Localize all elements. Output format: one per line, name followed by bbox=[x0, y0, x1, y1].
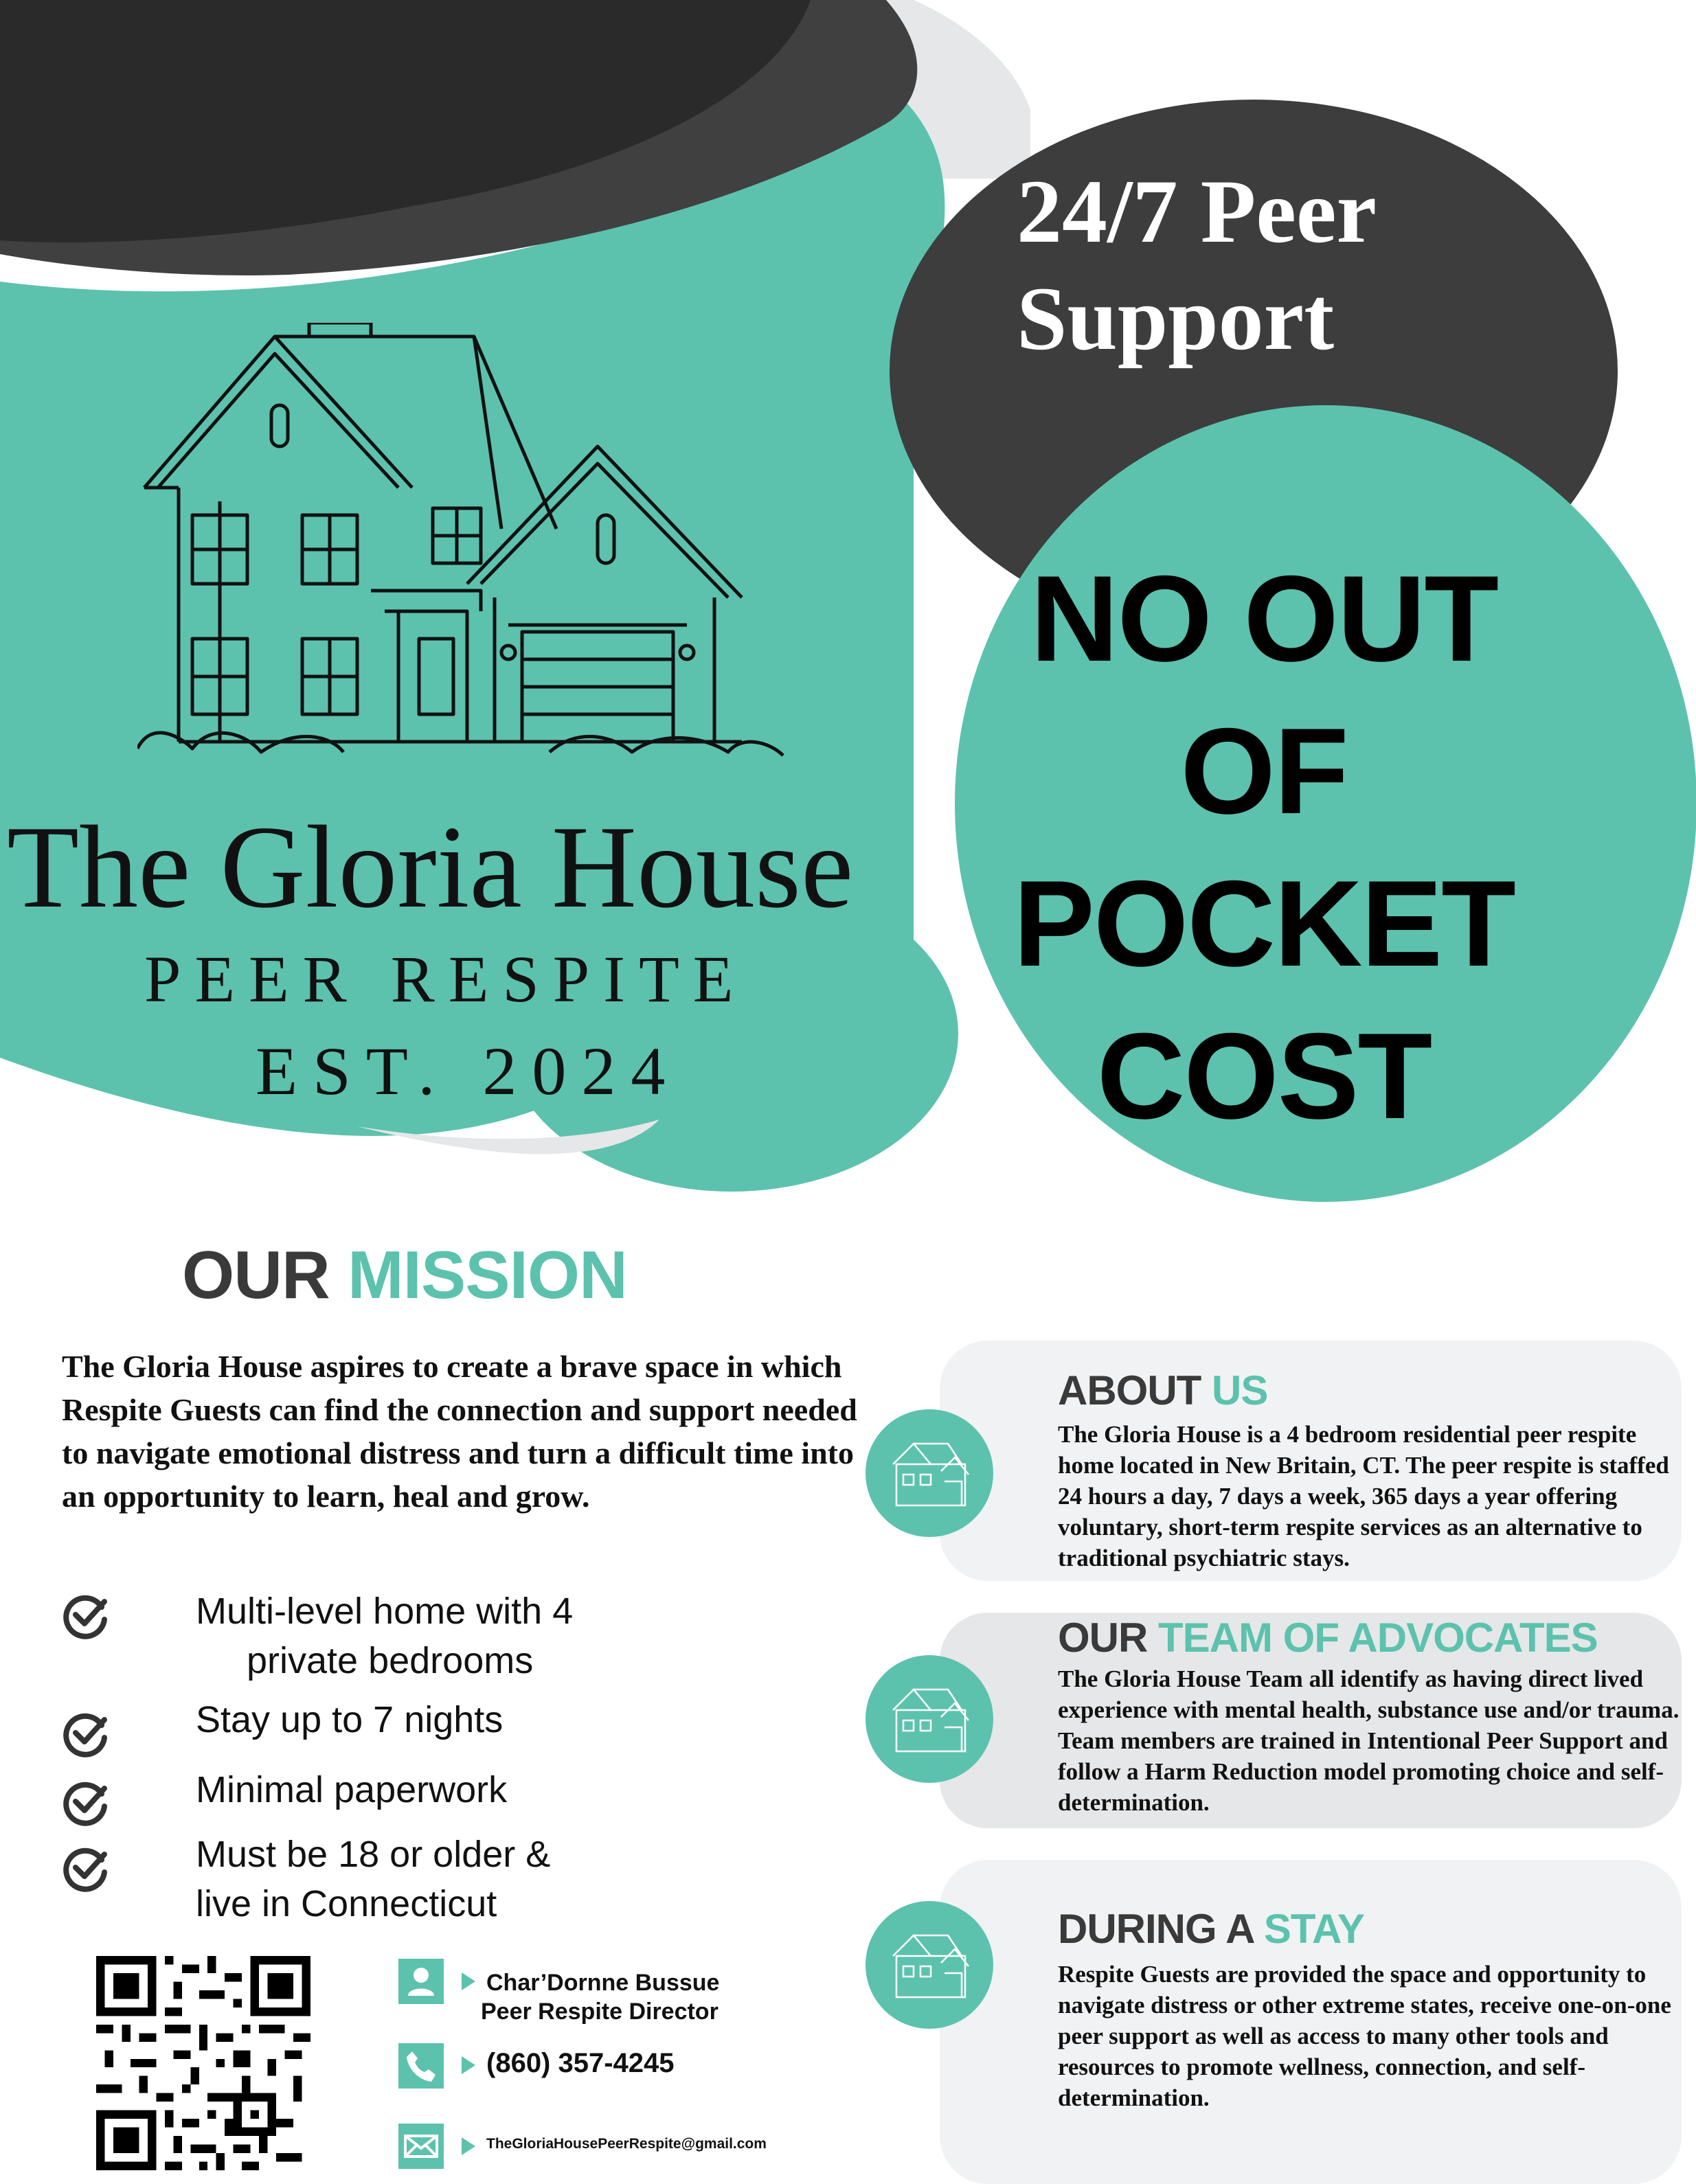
checklist-line2: live in Connecticut bbox=[196, 1883, 497, 1924]
house-illustration bbox=[137, 323, 811, 776]
check-circle-icon bbox=[62, 1845, 110, 1893]
contact-name: Char’Dornne Bussue bbox=[486, 1970, 720, 1996]
check-circle-icon bbox=[62, 1710, 110, 1758]
mission-heading-part2: MISSION bbox=[348, 1237, 627, 1312]
house-badge-icon bbox=[866, 1409, 993, 1537]
cost-line: COST bbox=[1096, 1008, 1432, 1144]
check-circle-icon bbox=[62, 1779, 110, 1827]
house-badge-icon bbox=[866, 1655, 993, 1783]
phone-icon bbox=[398, 2043, 444, 2089]
cost-line: OF bbox=[1180, 703, 1348, 839]
stay-text: Respite Guests are provided the space and opportunity to navigate distress or other extreme states, receive one-on-one peer support as well as access to many other tools and resources to promote wellness, connection, and self-determination. bbox=[1058, 1961, 1671, 2111]
brand-established: EST. 2024 bbox=[256, 1033, 681, 1109]
about-title-part2: US bbox=[1211, 1367, 1268, 1413]
about-title-part1: ABOUT bbox=[1058, 1367, 1201, 1413]
about-text: The Gloria House is a 4 bedroom residential peer respite home located in New Britain, CT. The peer respite is staffed 24 hours a day, 7 days a week, 365 days a year offering voluntary, short-term respite services as an alternative to traditional psychiatric stays. bbox=[1058, 1421, 1669, 1571]
brand-subtitle: PEER RESPITE bbox=[144, 942, 747, 1016]
check-circle-icon bbox=[62, 1592, 110, 1640]
arrow-icon bbox=[462, 1972, 475, 1990]
stay-title-part1: DURING A bbox=[1058, 1906, 1254, 1952]
team-title bbox=[1058, 1614, 1598, 1661]
team-title-part2: TEAM OF ADVOCATES bbox=[1158, 1615, 1598, 1661]
team-text: The Gloria House Team all identify as having direct lived experience with mental health, substance use and/or trauma. Team members are trained in Intentional Peer Support and follow a Harm Reduction model promoting choice and self-determination. bbox=[1058, 1665, 1680, 1816]
envelope-icon bbox=[398, 2124, 444, 2169]
checklist-line1: Must be 18 or older & bbox=[196, 1834, 551, 1875]
checklist-label bbox=[196, 1830, 814, 1929]
mission-text: The Gloria House aspires to create a brave space in which Respite Guests can find the connection and support needed to navigate emotional distress and turn a difficult time into an opportunity to learn, heal and grow. bbox=[62, 1349, 857, 1514]
arrow-icon bbox=[462, 2137, 475, 2155]
team-title-part1: OUR bbox=[1058, 1615, 1148, 1661]
stay-title-part2: STAY bbox=[1263, 1906, 1364, 1952]
qr-code bbox=[96, 1956, 310, 2170]
person-icon bbox=[398, 1959, 444, 2004]
checklist-label: Minimal paperwork bbox=[196, 1769, 508, 1810]
house-badge-icon bbox=[866, 1901, 993, 2029]
brand-name: The Gloria House bbox=[7, 802, 854, 933]
contact-email[interactable]: TheGloriaHousePeerRespite@gmail.com bbox=[486, 2136, 767, 2152]
about-title bbox=[1058, 1367, 1267, 1414]
arrow-icon bbox=[462, 2056, 475, 2074]
stay-title bbox=[1058, 1905, 1364, 1953]
checklist-line2: private bedrooms bbox=[247, 1640, 534, 1681]
checklist-line1: Multi-level home with 4 bbox=[196, 1591, 574, 1632]
contact-role: Peer Respite Director bbox=[481, 1999, 719, 2025]
no-cost-heading bbox=[996, 543, 1532, 1152]
peer-support-heading: 24/7 Peer Support bbox=[1017, 161, 1375, 369]
cost-line: NO OUT bbox=[1030, 550, 1498, 687]
contact-phone[interactable]: (860) 357-4245 bbox=[486, 2048, 675, 2078]
checklist-label bbox=[196, 1586, 814, 1685]
mission-heading bbox=[182, 1236, 627, 1314]
checklist-label: Stay up to 7 nights bbox=[196, 1699, 504, 1740]
cost-line: POCKET bbox=[1013, 855, 1515, 992]
mission-heading-part1: OUR bbox=[182, 1237, 330, 1312]
